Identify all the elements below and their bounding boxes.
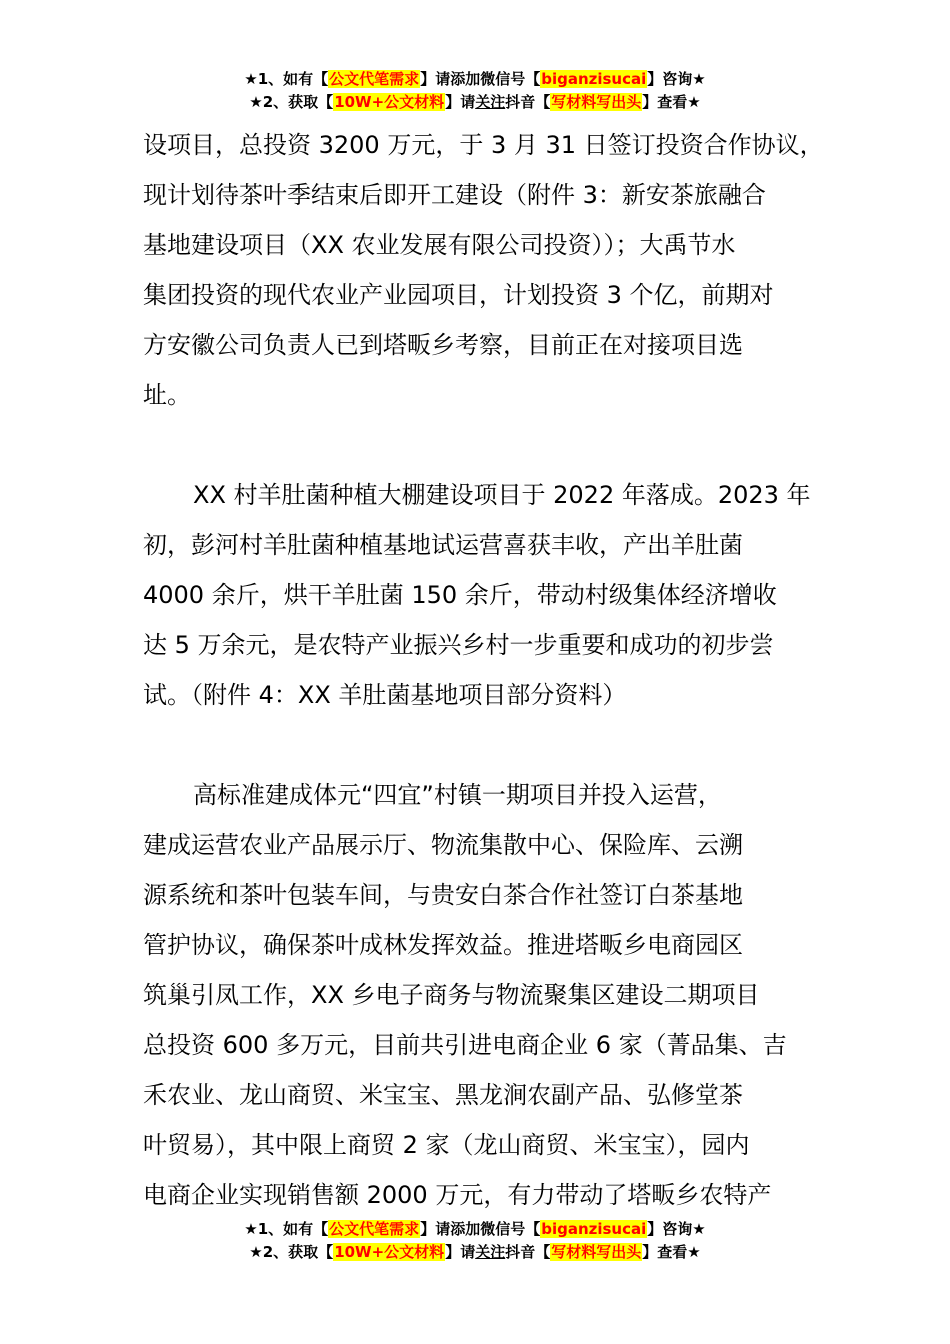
highlight-materials: 10W+公文材料: [334, 1243, 445, 1261]
paragraph-line: 初，彭河村羊肚菌种植基地试运营喜获丰收，产出羊肚菌: [143, 531, 743, 559]
paragraph-line: 达 5 万余元，是农特产业振兴乡村一步重要和成功的初步尝: [143, 631, 774, 659]
highlight-douyin-account: 写材料写出头: [551, 1243, 642, 1261]
paragraph-line: 电商企业实现销售额 2000 万元，有力带动了塔畈乡农特产: [143, 1181, 772, 1209]
paragraph-line: 现计划待茶叶季结束后即开工建设（附件 3：新安茶旅融合: [143, 181, 766, 209]
paragraph-1: [143, 120, 824, 420]
paragraph-line: 源系统和茶叶包装车间，与贵安白茶合作社签订白茶基地: [143, 881, 743, 909]
paragraph-line: 总投资 600 多万元，目前共引进电商企业 6 家（菁品集、吉: [143, 1031, 787, 1059]
banner-line-2: ★2、获取【10W+公文材料】请关注抖音【写材料写出头】查看★: [249, 1243, 701, 1261]
banner-line-2: ★2、获取【10W+公文材料】请关注抖音【写材料写出头】查看★: [249, 93, 701, 111]
highlight-service: 公文代笔需求: [329, 1220, 420, 1238]
header-banner: [0, 68, 950, 114]
paragraph-line: 设项目，总投资 3200 万元，于 3 月 31 日签订投资合作协议，: [143, 131, 824, 159]
paragraph-line: 管护协议，确保茶叶成林发挥效益。推进塔畈乡电商园区: [143, 931, 743, 959]
document-body: [143, 120, 824, 1220]
highlight-douyin-account: 写材料写出头: [551, 93, 642, 111]
paragraph-spacer: [143, 720, 813, 770]
paragraph-line: 方安徽公司负责人已到塔畈乡考察，目前正在对接项目选: [143, 331, 743, 359]
highlight-service: 公文代笔需求: [329, 70, 420, 88]
paragraph-3: [143, 770, 813, 1220]
paragraph-2: [143, 470, 813, 720]
highlight-wechat-id: biganzisucai: [541, 70, 647, 88]
highlight-materials: 10W+公文材料: [334, 93, 445, 111]
paragraph-spacer: [143, 420, 813, 470]
paragraph-line: XX 村羊肚菌种植大棚建设项目于 2022 年落成。2023 年: [193, 481, 811, 509]
paragraph-line: 筑巢引凤工作，XX 乡电子商务与物流聚集区建设二期项目: [143, 981, 760, 1009]
banner-line-1: ★1、如有【公文代笔需求】请添加微信号【biganzisucai】咨询★: [244, 1220, 706, 1238]
paragraph-line: 叶贸易），其中限上商贸 2 家（龙山商贸、米宝宝），园内: [143, 1131, 750, 1159]
highlight-wechat-id: biganzisucai: [541, 1220, 647, 1238]
paragraph-line: 高标准建成体元“四宜”村镇一期项目并投入运营，: [193, 781, 722, 809]
paragraph-line: 址。: [143, 381, 191, 409]
paragraph-line: 4000 余斤，烘干羊肚菌 150 余斤，带动村级集体经济增收: [143, 581, 777, 609]
paragraph-line: 建成运营农业产品展示厅、物流集散中心、保险库、云溯: [143, 831, 743, 859]
banner-line-1: ★1、如有【公文代笔需求】请添加微信号【biganzisucai】咨询★: [244, 70, 706, 88]
paragraph-line: 基地建设项目（XX 农业发展有限公司投资））；大禹节水: [143, 231, 736, 259]
footer-banner: [0, 1218, 950, 1264]
paragraph-line: 集团投资的现代农业产业园项目，计划投资 3 个亿，前期对: [143, 281, 774, 309]
paragraph-line: 试。（附件 4：XX 羊肚菌基地项目部分资料）: [143, 681, 627, 709]
paragraph-line: 禾农业、龙山商贸、米宝宝、黑龙涧农副产品、弘修堂茶: [143, 1081, 743, 1109]
